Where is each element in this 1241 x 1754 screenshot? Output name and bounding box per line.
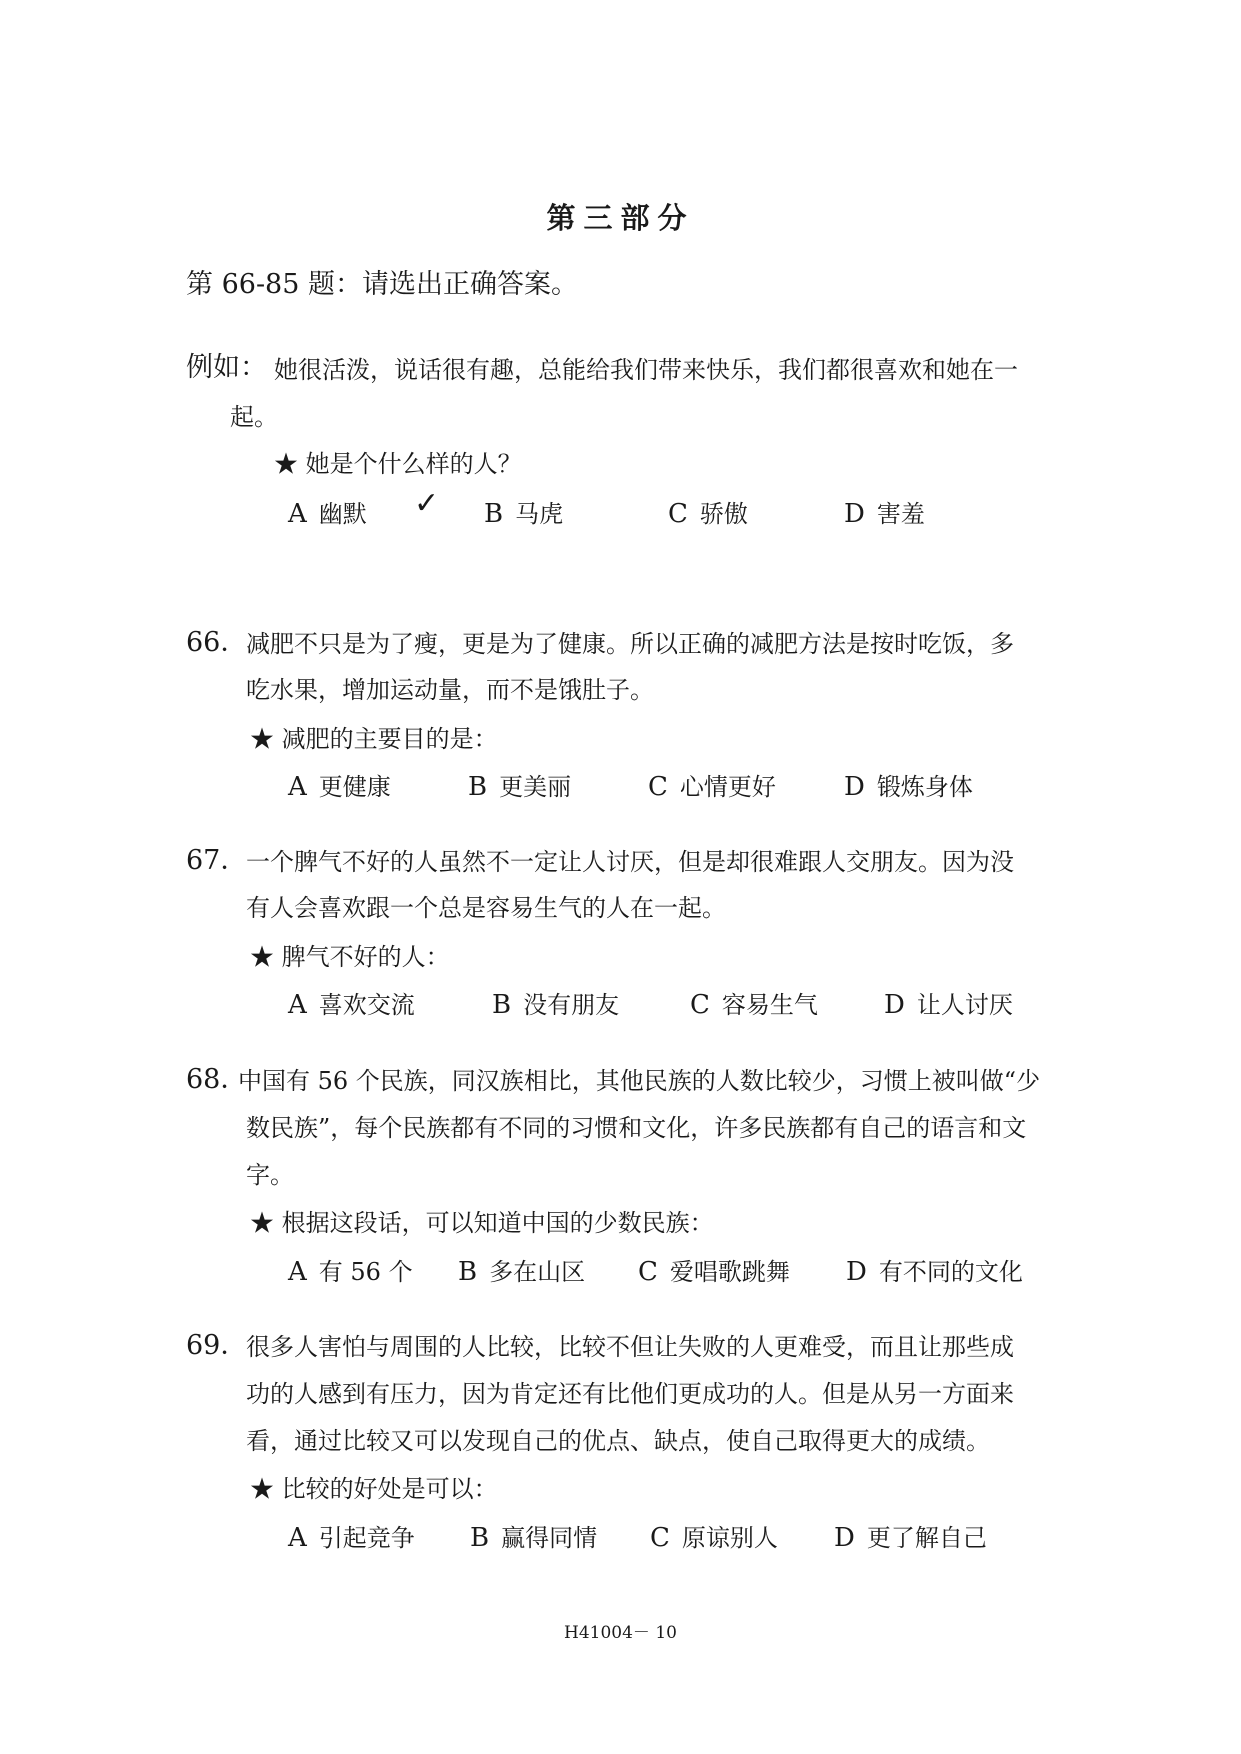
option-letter: D <box>846 1257 867 1287</box>
option-letter: A <box>288 499 307 529</box>
option-text: 更美丽 <box>499 773 572 801</box>
option-text: 容易生气 <box>721 991 818 1019</box>
question-passage-line: 一个脾气不好的人虽然不一定让人讨厌，但是却很难跟人交朋友。因为没 <box>246 848 1014 876</box>
question-prompt: ★ 根据这段话，可以知道中国的少数民族： <box>250 1209 714 1237</box>
option-letter: D <box>834 1523 855 1553</box>
option-letter: C <box>648 772 668 802</box>
option-a <box>288 1518 415 1553</box>
option-b <box>468 767 571 802</box>
question-prompt: ★ 脾气不好的人： <box>250 943 450 971</box>
option-d <box>846 1252 1023 1287</box>
option-letter: C <box>690 990 710 1020</box>
question-number: 68． <box>186 1064 248 1095</box>
option-letter: B <box>458 1257 478 1287</box>
question-passage-line: 看，通过比较又可以发现自己的优点、缺点，使自己取得更大的成绩。 <box>246 1427 990 1455</box>
option-a <box>288 1252 413 1287</box>
option-d <box>834 1518 987 1553</box>
question-number: 69． <box>186 1330 248 1361</box>
example-question: ★ 她是个什么样的人？ <box>274 450 522 478</box>
question-passage-line: 吃水果，增加运动量，而不是饿肚子。 <box>246 676 654 704</box>
option-letter: A <box>288 990 307 1020</box>
option-d <box>884 985 1013 1020</box>
example-option-a <box>288 494 367 529</box>
question-number: 67． <box>186 845 248 876</box>
option-c <box>650 1518 778 1553</box>
option-letter: B <box>470 1523 490 1553</box>
option-letter: B <box>468 772 488 802</box>
option-text: 原谅别人 <box>681 1524 778 1552</box>
option-text: 害羞 <box>876 500 925 528</box>
question-passage-line: 有人会喜欢跟一个总是容易生气的人在一起。 <box>246 894 726 922</box>
option-a <box>288 985 415 1020</box>
option-text: 没有朋友 <box>523 991 620 1019</box>
option-letter: D <box>884 990 905 1020</box>
question-passage-line: 中国有 56 个民族，同汉族相比，其他民族的人数比较少，习惯上被叫做“少 <box>238 1067 1041 1095</box>
question-passage-line: 数民族”，每个民族都有不同的习惯和文化，许多民族都有自己的语言和文 <box>246 1114 1027 1142</box>
example-option-b <box>484 494 563 529</box>
option-a <box>288 767 391 802</box>
option-d <box>844 767 973 802</box>
option-text: 骄傲 <box>699 500 748 528</box>
option-letter: C <box>638 1257 658 1287</box>
option-text: 赢得同情 <box>501 1524 598 1552</box>
page-footer: H41004－ 10 <box>564 1623 677 1643</box>
option-letter: C <box>650 1523 670 1553</box>
option-c <box>638 1252 790 1287</box>
option-text: 爱唱歌跳舞 <box>669 1258 790 1286</box>
option-letter: A <box>288 1523 307 1553</box>
option-letter: B <box>492 990 512 1020</box>
option-text: 锻炼身体 <box>876 773 973 801</box>
question-passage-line: 功的人感到有压力，因为肯定还有比他们更成功的人。但是从另一方面来 <box>246 1380 1014 1408</box>
option-text: 有不同的文化 <box>878 1258 1023 1286</box>
option-b <box>492 985 619 1020</box>
option-text: 有 56 个 <box>318 1258 413 1286</box>
option-b <box>470 1518 597 1553</box>
option-letter: B <box>484 499 504 529</box>
option-text: 让人讨厌 <box>916 991 1013 1019</box>
example-passage-line-1: 她很活泼，说话很有趣，总能给我们带来快乐，我们都很喜欢和她在一 <box>274 356 1018 384</box>
question-number: 66． <box>186 627 248 658</box>
option-c <box>648 767 776 802</box>
option-text: 更了解自己 <box>866 1524 987 1552</box>
section-instruction: 第 66-85 题：请选出正确答案。 <box>186 269 579 300</box>
example-option-d <box>844 494 925 529</box>
option-text: 马虎 <box>515 500 564 528</box>
answer-check-icon: ✓ <box>414 486 440 521</box>
option-text: 喜欢交流 <box>318 991 415 1019</box>
question-passage-line: 很多人害怕与周围的人比较，比较不但让失败的人更难受，而且让那些成 <box>246 1333 1014 1361</box>
option-b <box>458 1252 585 1287</box>
section-title: 第三部分 <box>546 201 695 235</box>
question-prompt: ★ 减肥的主要目的是： <box>250 725 498 753</box>
option-letter: D <box>844 772 865 802</box>
option-text: 心情更好 <box>679 773 776 801</box>
option-text: 引起竞争 <box>318 1524 415 1552</box>
option-text: 幽默 <box>318 500 367 528</box>
option-letter: A <box>288 1257 307 1287</box>
question-passage-line: 字。 <box>246 1161 294 1189</box>
option-c <box>690 985 818 1020</box>
option-letter: D <box>844 499 865 529</box>
option-letter: A <box>288 772 307 802</box>
question-passage-line: 减肥不只是为了瘦，更是为了健康。所以正确的减肥方法是按时吃饭，多 <box>246 630 1014 658</box>
option-text: 多在山区 <box>489 1258 586 1286</box>
option-text: 更健康 <box>318 773 391 801</box>
example-passage-line-2: 起。 <box>230 403 278 431</box>
example-option-c <box>668 494 748 529</box>
example-label: 例如： <box>186 352 267 383</box>
question-prompt: ★ 比较的好处是可以： <box>250 1475 498 1503</box>
option-letter: C <box>668 499 688 529</box>
